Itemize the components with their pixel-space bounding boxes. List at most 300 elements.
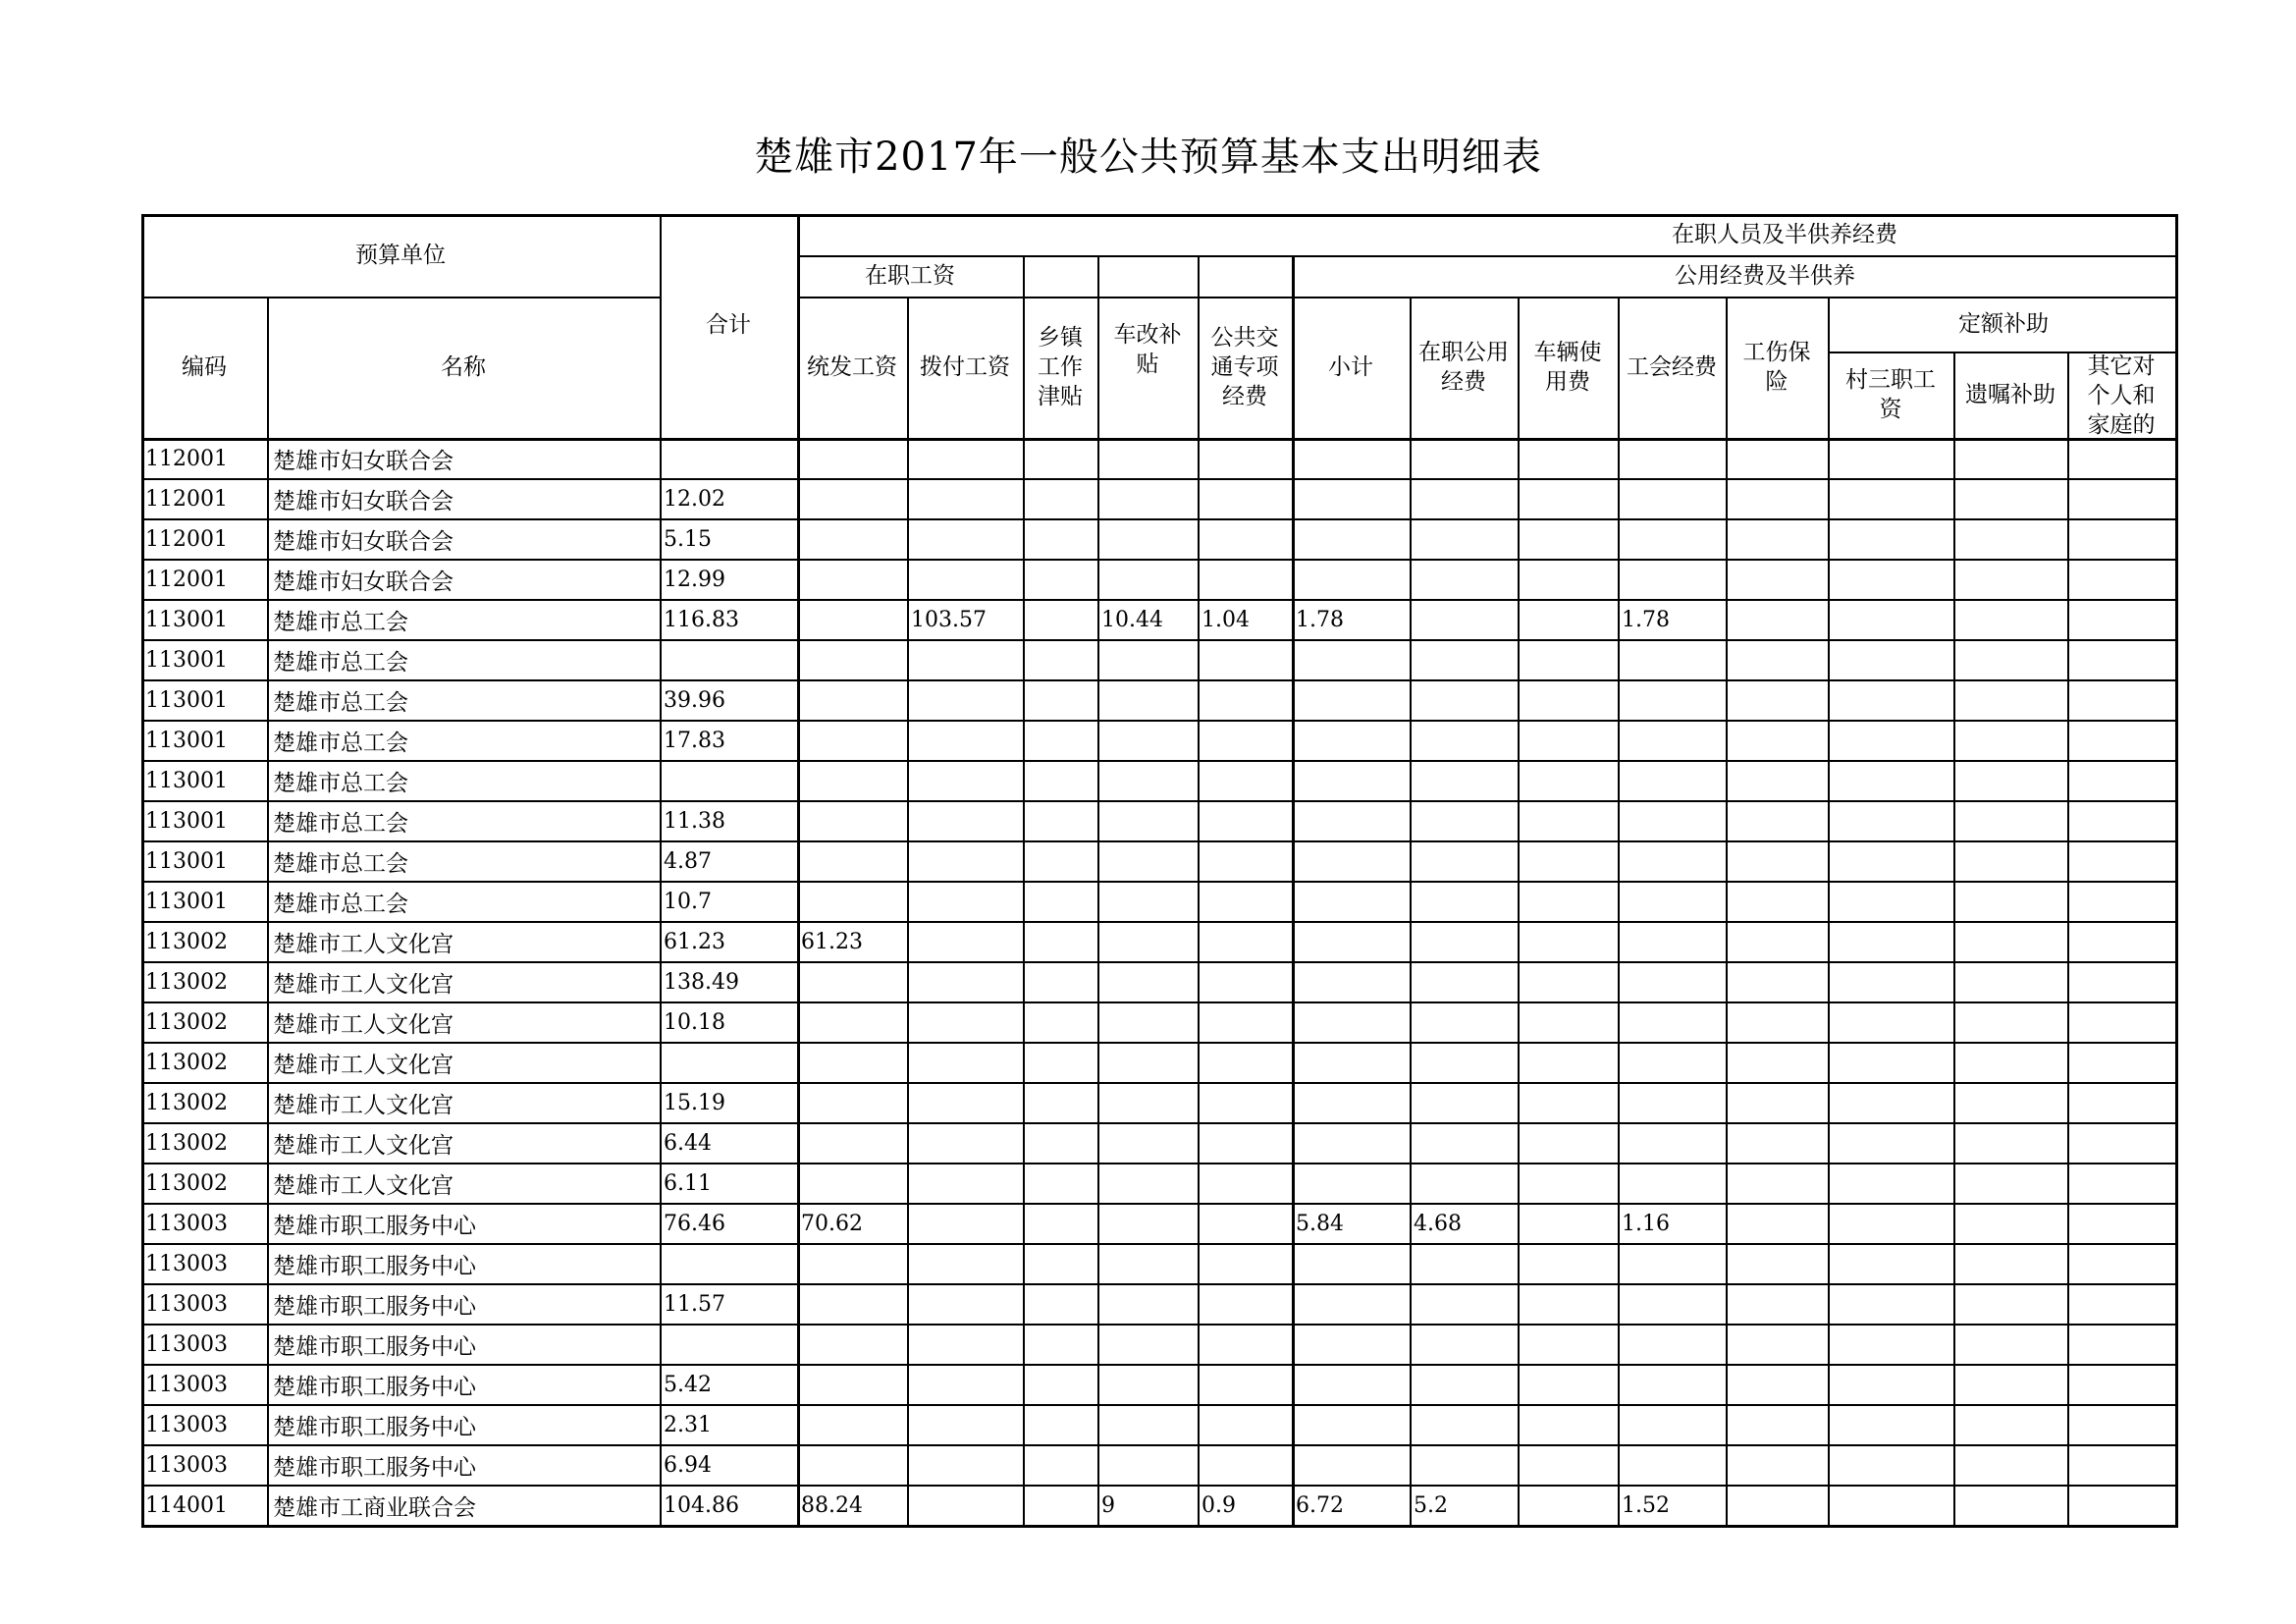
row-value (1828, 1446, 1953, 1485)
row-value (1828, 1366, 1953, 1404)
row-value (1726, 1326, 1828, 1364)
row-value (797, 722, 907, 760)
row-value: 12.02 (664, 487, 725, 512)
row-value (1410, 1326, 1518, 1364)
row-value (1023, 601, 1097, 639)
row-code: 113003 (145, 1292, 228, 1317)
row-value (1023, 681, 1097, 720)
row-value (1828, 842, 1953, 881)
row-value (1198, 802, 1292, 840)
row-value (1410, 641, 1518, 679)
row-value (2067, 1124, 2175, 1163)
row-name: 楚雄市总工会 (273, 690, 408, 716)
row-value (1410, 1245, 1518, 1283)
row-value (1198, 641, 1292, 679)
row-value (1726, 1487, 1828, 1525)
row-value (1410, 561, 1518, 599)
header-col-cunsan: 村三职工 资 (1845, 367, 1936, 422)
row-value (2067, 923, 2175, 961)
header-budget-unit: 预算单位 (355, 243, 446, 268)
row-value (907, 440, 1023, 478)
row-value (797, 1084, 907, 1122)
row-value: 61.23 (664, 930, 725, 954)
row-value (1953, 1124, 2067, 1163)
row-value: 15.19 (664, 1091, 725, 1115)
row-value (1828, 1245, 1953, 1283)
row-value (1726, 842, 1828, 881)
row-value (1726, 641, 1828, 679)
row-value (1726, 963, 1828, 1001)
row-value (1023, 842, 1097, 881)
row-value (1953, 561, 2067, 599)
row-value (1023, 1446, 1097, 1485)
row-value: 6.11 (664, 1171, 712, 1196)
row-value (1828, 1326, 1953, 1364)
header-group-public: 公用经费及半供养 (1675, 263, 1855, 289)
row-value: 1.78 (1622, 608, 1670, 632)
row-value (1198, 963, 1292, 1001)
row-value (1726, 883, 1828, 921)
row-value: 9 (1101, 1493, 1115, 1518)
row-value (907, 641, 1023, 679)
row-value (1953, 1044, 2067, 1082)
row-value (1828, 480, 1953, 518)
row-name: 楚雄市职工服务中心 (273, 1455, 476, 1481)
row-value (1953, 883, 2067, 921)
row-value (1726, 1406, 1828, 1444)
row-value: 116.83 (664, 608, 739, 632)
row-value (907, 1406, 1023, 1444)
row-value (1097, 641, 1198, 679)
row-code: 113003 (145, 1453, 228, 1478)
row-name: 楚雄市总工会 (273, 731, 408, 756)
row-value (1953, 963, 2067, 1001)
header-col-yizhu: 遗嘱补助 (1965, 382, 2056, 407)
row-value (1023, 1406, 1097, 1444)
row-value (1953, 520, 2067, 559)
row-value (1953, 641, 2067, 679)
row-value (1023, 1003, 1097, 1042)
row-value (1410, 520, 1518, 559)
row-value (660, 440, 797, 478)
row-value (907, 842, 1023, 881)
table-border-top (141, 214, 2177, 217)
row-value (1410, 1406, 1518, 1444)
row-value (1828, 762, 1953, 800)
row-value (1518, 1124, 1618, 1163)
row-value (1292, 480, 1410, 518)
row-value (1292, 1366, 1410, 1404)
row-value (1097, 1366, 1198, 1404)
row-value (1292, 1446, 1410, 1485)
row-value (1198, 722, 1292, 760)
row-value (2067, 762, 2175, 800)
row-value (1023, 1044, 1097, 1082)
row-value (1953, 1487, 2067, 1525)
row-value (1410, 1084, 1518, 1122)
row-value: 1.16 (1622, 1212, 1670, 1236)
row-value (1953, 1285, 2067, 1324)
row-value (1410, 681, 1518, 720)
row-value (797, 1326, 907, 1364)
row-value (1292, 1326, 1410, 1364)
row-value: 17.83 (664, 729, 725, 753)
table-border-right (2175, 214, 2178, 1528)
row-code: 112001 (145, 447, 228, 471)
row-name: 楚雄市工人文化宫 (273, 972, 454, 998)
row-value (1953, 1164, 2067, 1203)
row-value (1953, 762, 2067, 800)
row-value (907, 1003, 1023, 1042)
row-code: 113002 (145, 1171, 228, 1196)
row-value (1953, 1366, 2067, 1404)
row-value (1618, 1164, 1726, 1203)
row-value (1410, 842, 1518, 881)
row-value (1618, 722, 1726, 760)
row-value (2067, 1245, 2175, 1283)
row-value (1518, 480, 1618, 518)
row-value (2067, 561, 2175, 599)
row-value (797, 520, 907, 559)
row-name: 楚雄市职工服务中心 (273, 1294, 476, 1320)
row-value (1292, 883, 1410, 921)
row-value (1828, 1487, 1953, 1525)
row-value (1292, 681, 1410, 720)
row-value: 4.87 (664, 849, 712, 874)
row-value (1518, 520, 1618, 559)
row-name: 楚雄市总工会 (273, 771, 408, 796)
row-value (1198, 762, 1292, 800)
row-value (1828, 1044, 1953, 1082)
row-value: 76.46 (664, 1212, 725, 1236)
row-value (1726, 1084, 1828, 1122)
row-value (1726, 762, 1828, 800)
row-code: 113001 (145, 648, 228, 673)
row-value (1953, 601, 2067, 639)
row-value (1618, 1406, 1726, 1444)
row-value (1198, 1205, 1292, 1243)
row-value (1410, 601, 1518, 639)
row-value (1618, 842, 1726, 881)
row-value (1518, 842, 1618, 881)
row-value (1518, 1205, 1618, 1243)
row-value (1292, 963, 1410, 1001)
row-value (1518, 1446, 1618, 1485)
row-value: 6.44 (664, 1131, 712, 1156)
row-value (1618, 1044, 1726, 1082)
row-value (1828, 923, 1953, 961)
row-value (797, 1003, 907, 1042)
row-value (1292, 1044, 1410, 1082)
header-col-qita: 其它对 个人和 家庭的 (2087, 353, 2156, 438)
row-value (1023, 480, 1097, 518)
row-value (2067, 1044, 2175, 1082)
row-value (1726, 601, 1828, 639)
table-border-bottom (141, 1525, 2177, 1528)
row-value: 5.42 (664, 1373, 712, 1397)
row-value (1953, 1406, 2067, 1444)
row-value (1097, 963, 1198, 1001)
row-value (1198, 1366, 1292, 1404)
header-line (797, 297, 2175, 298)
row-value (1726, 1446, 1828, 1485)
row-value (2067, 1084, 2175, 1122)
row-value (1618, 883, 1726, 921)
row-value (1097, 520, 1198, 559)
row-code: 113001 (145, 809, 228, 834)
row-value: 10.44 (1101, 608, 1163, 632)
row-value (1726, 1285, 1828, 1324)
row-value (1097, 1044, 1198, 1082)
row-code: 113001 (145, 729, 228, 753)
row-value (1410, 440, 1518, 478)
row-value (660, 641, 797, 679)
row-value (1518, 681, 1618, 720)
row-value (797, 1446, 907, 1485)
row-value (1023, 883, 1097, 921)
row-value (1828, 802, 1953, 840)
row-value (797, 1245, 907, 1283)
row-name: 楚雄市总工会 (273, 892, 408, 917)
row-value (1828, 641, 1953, 679)
row-value (2067, 1205, 2175, 1243)
row-value (1198, 1406, 1292, 1444)
row-value (1410, 480, 1518, 518)
row-code: 113003 (145, 1332, 228, 1357)
row-value (1953, 1326, 2067, 1364)
row-value (1410, 963, 1518, 1001)
row-value (1023, 1245, 1097, 1283)
row-value: 5.84 (1296, 1212, 1344, 1236)
row-code: 113003 (145, 1413, 228, 1437)
row-value (907, 1164, 1023, 1203)
row-value: 61.23 (801, 930, 863, 954)
header-line (797, 255, 2175, 257)
row-value (1618, 1366, 1726, 1404)
row-value (1198, 1084, 1292, 1122)
row-value (797, 802, 907, 840)
row-value (1292, 923, 1410, 961)
row-value (2067, 883, 2175, 921)
row-value (1828, 561, 1953, 599)
row-value (907, 561, 1023, 599)
row-value (1618, 762, 1726, 800)
row-value (1828, 1406, 1953, 1444)
row-value (907, 802, 1023, 840)
row-value (907, 722, 1023, 760)
row-value (1410, 722, 1518, 760)
row-value (1618, 1003, 1726, 1042)
row-value (1518, 802, 1618, 840)
row-value (1618, 1446, 1726, 1485)
row-value (907, 1245, 1023, 1283)
row-name: 楚雄市妇女联合会 (273, 529, 454, 555)
row-value (797, 762, 907, 800)
row-value (1618, 1245, 1726, 1283)
header-col-xiangzhen: 乡镇 工作 津贴 (1038, 325, 1083, 409)
row-code: 113002 (145, 1091, 228, 1115)
row-name: 楚雄市工商业联合会 (273, 1495, 476, 1521)
row-value (1518, 1003, 1618, 1042)
header-col-tongfa: 统发工资 (807, 354, 897, 380)
row-value (907, 762, 1023, 800)
header-col-bofu: 拨付工资 (920, 354, 1010, 380)
row-value (1618, 923, 1726, 961)
row-code: 113003 (145, 1212, 228, 1236)
row-value (1953, 1084, 2067, 1122)
row-value (1828, 440, 1953, 478)
row-value (2067, 1164, 2175, 1203)
row-value (907, 1487, 1023, 1525)
row-value (2067, 1326, 2175, 1364)
row-value (1726, 923, 1828, 961)
row-value: 12.99 (664, 568, 725, 592)
row-value (1618, 440, 1726, 478)
row-name: 楚雄市总工会 (273, 650, 408, 676)
row-value (1292, 762, 1410, 800)
row-code: 113002 (145, 1010, 228, 1035)
row-value (1023, 561, 1097, 599)
row-value (797, 641, 907, 679)
row-value (1828, 1164, 1953, 1203)
row-value: 1.04 (1201, 608, 1250, 632)
row-value (1618, 561, 1726, 599)
row-value (2067, 963, 2175, 1001)
row-value (1828, 1084, 1953, 1122)
row-value (1097, 883, 1198, 921)
row-value: 6.72 (1296, 1493, 1344, 1518)
row-value (660, 762, 797, 800)
row-value (907, 1205, 1023, 1243)
row-value (797, 1044, 907, 1082)
row-value (1097, 1245, 1198, 1283)
row-value (1828, 963, 1953, 1001)
row-value (1097, 1205, 1198, 1243)
row-value (1518, 1487, 1618, 1525)
row-value (1097, 1003, 1198, 1042)
row-value (907, 1084, 1023, 1122)
row-value (2067, 520, 2175, 559)
row-value (660, 1326, 797, 1364)
row-value (1292, 440, 1410, 478)
row-name: 楚雄市妇女联合会 (273, 489, 454, 514)
row-value (2067, 1285, 2175, 1324)
row-value (1618, 681, 1726, 720)
row-code: 113001 (145, 688, 228, 713)
row-value (1292, 802, 1410, 840)
row-name: 楚雄市工人文化宫 (273, 932, 454, 957)
row-value (1292, 1084, 1410, 1122)
row-value (1097, 923, 1198, 961)
row-value (1518, 762, 1618, 800)
row-value (1198, 1446, 1292, 1485)
row-name: 楚雄市工人文化宫 (273, 1173, 454, 1199)
row-value (797, 842, 907, 881)
row-value (1097, 1124, 1198, 1163)
row-code: 113002 (145, 1131, 228, 1156)
row-value: 2.31 (664, 1413, 712, 1437)
row-value (1953, 1205, 2067, 1243)
row-value (1023, 1205, 1097, 1243)
row-value (907, 883, 1023, 921)
page-title: 楚雄市2017年一般公共预算基本支出明细表 (754, 135, 1542, 180)
row-value (1023, 1164, 1097, 1203)
row-value (1410, 1285, 1518, 1324)
row-value (1953, 1003, 2067, 1042)
header-col-gongshang: 工伤保 险 (1742, 340, 1811, 395)
row-value (1618, 1124, 1726, 1163)
row-value (1198, 1124, 1292, 1163)
row-value (1198, 883, 1292, 921)
row-value (1828, 520, 1953, 559)
row-value (1198, 480, 1292, 518)
row-value (1518, 1084, 1618, 1122)
row-name: 楚雄市总工会 (273, 610, 408, 635)
row-value (1023, 1487, 1097, 1525)
row-value (1828, 681, 1953, 720)
header-name: 名称 (441, 354, 486, 380)
row-value (1726, 681, 1828, 720)
row-value (1198, 440, 1292, 478)
row-value (1292, 561, 1410, 599)
row-value (1828, 1124, 1953, 1163)
row-name: 楚雄市职工服务中心 (273, 1334, 476, 1360)
row-value (1618, 1084, 1726, 1122)
row-value (1023, 520, 1097, 559)
row-value (1198, 520, 1292, 559)
row-value (797, 601, 907, 639)
row-value: 6.94 (664, 1453, 712, 1478)
header-group-quota: 定额补助 (1958, 311, 2049, 337)
row-value (660, 1245, 797, 1283)
header-code: 编码 (182, 354, 227, 380)
header-total: 合计 (706, 312, 751, 338)
row-code: 113001 (145, 608, 228, 632)
row-name: 楚雄市职工服务中心 (273, 1214, 476, 1239)
row-value (1198, 923, 1292, 961)
row-value (1198, 1164, 1292, 1203)
row-value: 11.57 (664, 1292, 725, 1317)
row-value (1518, 561, 1618, 599)
row-value (1023, 1366, 1097, 1404)
row-value (1518, 440, 1618, 478)
row-value (1292, 1245, 1410, 1283)
row-value (907, 1446, 1023, 1485)
row-value (1097, 480, 1198, 518)
row-value (797, 883, 907, 921)
row-value: 11.38 (664, 809, 725, 834)
row-value (1097, 762, 1198, 800)
row-code: 112001 (145, 568, 228, 592)
header-col-cheliang: 车辆使 用费 (1533, 340, 1602, 395)
row-value: 39.96 (664, 688, 725, 713)
header-col-zaizhi: 在职公用 经费 (1418, 340, 1509, 395)
row-value (907, 520, 1023, 559)
row-value (1410, 1446, 1518, 1485)
row-value (1518, 963, 1618, 1001)
row-value (2067, 842, 2175, 881)
row-value (1292, 1164, 1410, 1203)
row-value (1410, 802, 1518, 840)
row-name: 楚雄市工人文化宫 (273, 1012, 454, 1038)
row-value (1198, 561, 1292, 599)
row-code: 113003 (145, 1252, 228, 1276)
row-value (1518, 1044, 1618, 1082)
row-value (1292, 1406, 1410, 1444)
row-value (660, 1044, 797, 1082)
row-value: 1.52 (1622, 1493, 1670, 1518)
row-value: 70.62 (801, 1212, 863, 1236)
